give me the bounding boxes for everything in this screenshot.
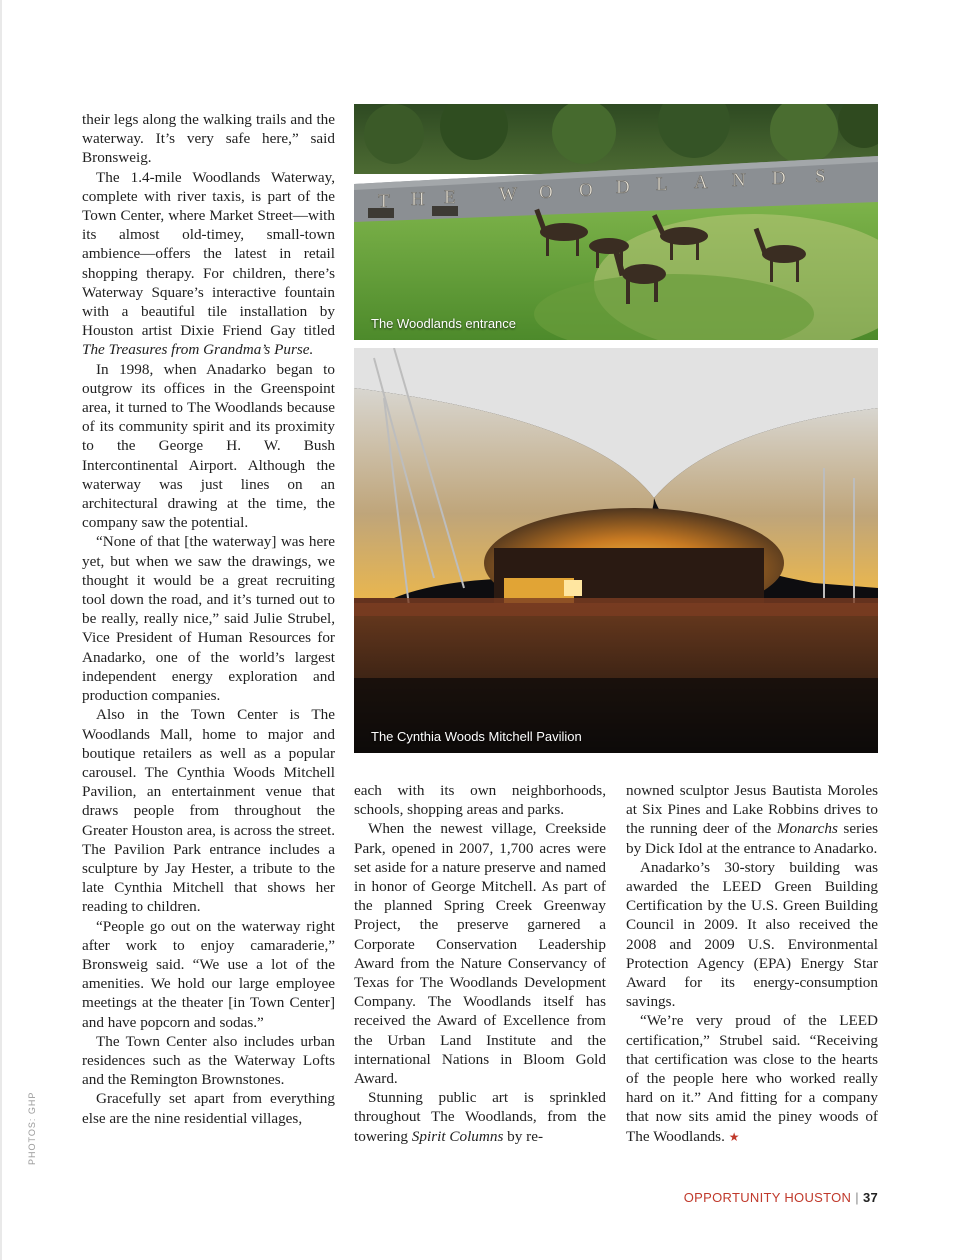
paragraph: When the newest village, Creekside Park, opened in 2007, 1,700 acres were set aside for a nature preserve and named in honor of George Mitchell. As part of the planned Spring Creek Greenway Project, the preserve garnered a Corporate Conservation Leadership Award from the Nature Conservancy of Texas for The Woodlands Development Company. The Woodlands itself has received the Award of Excellence from the Urban Land Institute and the international Nations in Bloom Gold Award. [354,820,606,1088]
page-number: 37 [862,1190,878,1205]
photo-woodlands-entrance [354,104,878,340]
artwork-title: Monarchs [776,820,838,838]
paragraph: “We’re very proud of the LEED certification,” Strubel said. “Receiving that certification was close to the hearts of the people here who worked really hard on it.” And fitting for a company that now sits amid the piney woods of The Woodlands. ★ [626,1012,878,1145]
page-edge [0,0,2,1260]
sign-letter: A [694,172,708,193]
sign-letter: S [815,166,826,187]
paragraph: The Town Center also includes urban residences such as the Waterway Lofts and the Remington Brownstones. [82,1032,335,1089]
photo-pavilion [354,348,878,753]
paragraph: Anadarko’s 30-story building was awarded the LEED Green Building Certification by the U.S. Green Building Council in 2009. It also received the 2008 and 2009 U.S. Environmental Protection Agency (EPA) Energy Star Award for its energy-consumption savings. [626,858,878,1011]
paragraph: Also in the Town Center is The Woodlands Mall, home to major and boutique retailers as well as a popular carousel. The Cynthia Woods Mitchell Pavilion, an entertainment venue that draws people from throughout the Greater Houston area, is across the street. The Pavilion Park entrance includes a sculpture by Jay Hester, a tribute to the late Cynthia Mitchell that shows her reading to children. [82,706,335,916]
sign-letter: W [499,184,517,205]
sign-letter: N [732,170,746,191]
entrance-image [354,104,878,340]
paragraph: The 1.4-mile Woodlands Waterway, complete with river taxis, is part of the Town Center, where Market Street—with its almost old-timey, small-town ambience—offers the latest in retail shopping therapy. For children, there’s Waterway Square’s interactive fountain with a beautiful tile installation by Houston artist Dixie Friend Gay titled The Treasures from Grandma’s Purse. [82,168,335,359]
paragraph: their legs along the walking trails and the waterway. It’s very safe here,” said Bronsweig. [82,111,335,167]
article-column-3 [626,781,878,1147]
artwork-title: The Treasures from Grandma’s Purse. [82,341,314,359]
photo-caption: The Cynthia Woods Mitchell Pavilion [371,729,582,744]
paragraph: each with its own neighborhoods, schools, shopping areas and parks. [354,782,606,819]
sign-letter: E [444,187,456,208]
photo-caption: The Woodlands entrance [371,316,517,331]
paragraph: nowned sculptor Jesus Bautista Moroles at Six Pines and Lake Robbins drives to the running deer of the Monarchs series by Dick Idol at the entrance to Anadarko. [626,782,879,857]
paragraph: “None of that [the waterway] was here yet, but when we saw the drawings, we thought it would be a great recruiting tool down the road, and it’s turned out to be really, really nice,” said Julie Strubel, Vice President of Human Resources for Anadarko, one of the world’s largest independent energy exploration and production companies. [82,533,335,705]
footer-separator: | [855,1190,859,1205]
sign-letter: T [378,191,390,212]
end-mark-icon: ★ [728,1129,740,1144]
paragraph: Gracefully set apart from everything else are the nine residential villages, [82,1090,335,1127]
sign-letter: O [539,182,553,203]
photo-credit: PHOTOS: GHP [27,1091,37,1165]
paragraph: Stunning public art is sprinkled throughout The Woodlands, from the towering Spirit Columns by re- [354,1089,606,1145]
sign-letter: H [411,189,425,210]
publication-name: OPPORTUNITY HOUSTON [683,1190,852,1205]
article-column-1 [82,110,335,1128]
sign-letter: O [579,180,593,201]
sign-letter: D [616,177,630,198]
artwork-title: Spirit Columns [411,1127,504,1145]
sign-letter: L [656,174,668,195]
paragraph: “People go out on the waterway right after work to enjoy camaraderie,” Bronsweig said. “We use a lot of the amenities. We hold our large employee meetings at the theater [in Town Center] and have popcorn and sodas.” [82,917,335,1031]
sign-letter: D [772,168,786,189]
paragraph: In 1998, when Anadarko began to outgrow its offices in the Greenspoint area, it turned to The Woodlands because of its community spirit and its proximity to the George H. W. Bush Intercontinental Airport. Although the waterway was just lines on an architectural drawing at the time, the company saw the potential. [82,360,335,532]
pavilion-image [354,348,878,753]
article-column-2 [354,781,606,1146]
page-footer [684,1190,878,1205]
